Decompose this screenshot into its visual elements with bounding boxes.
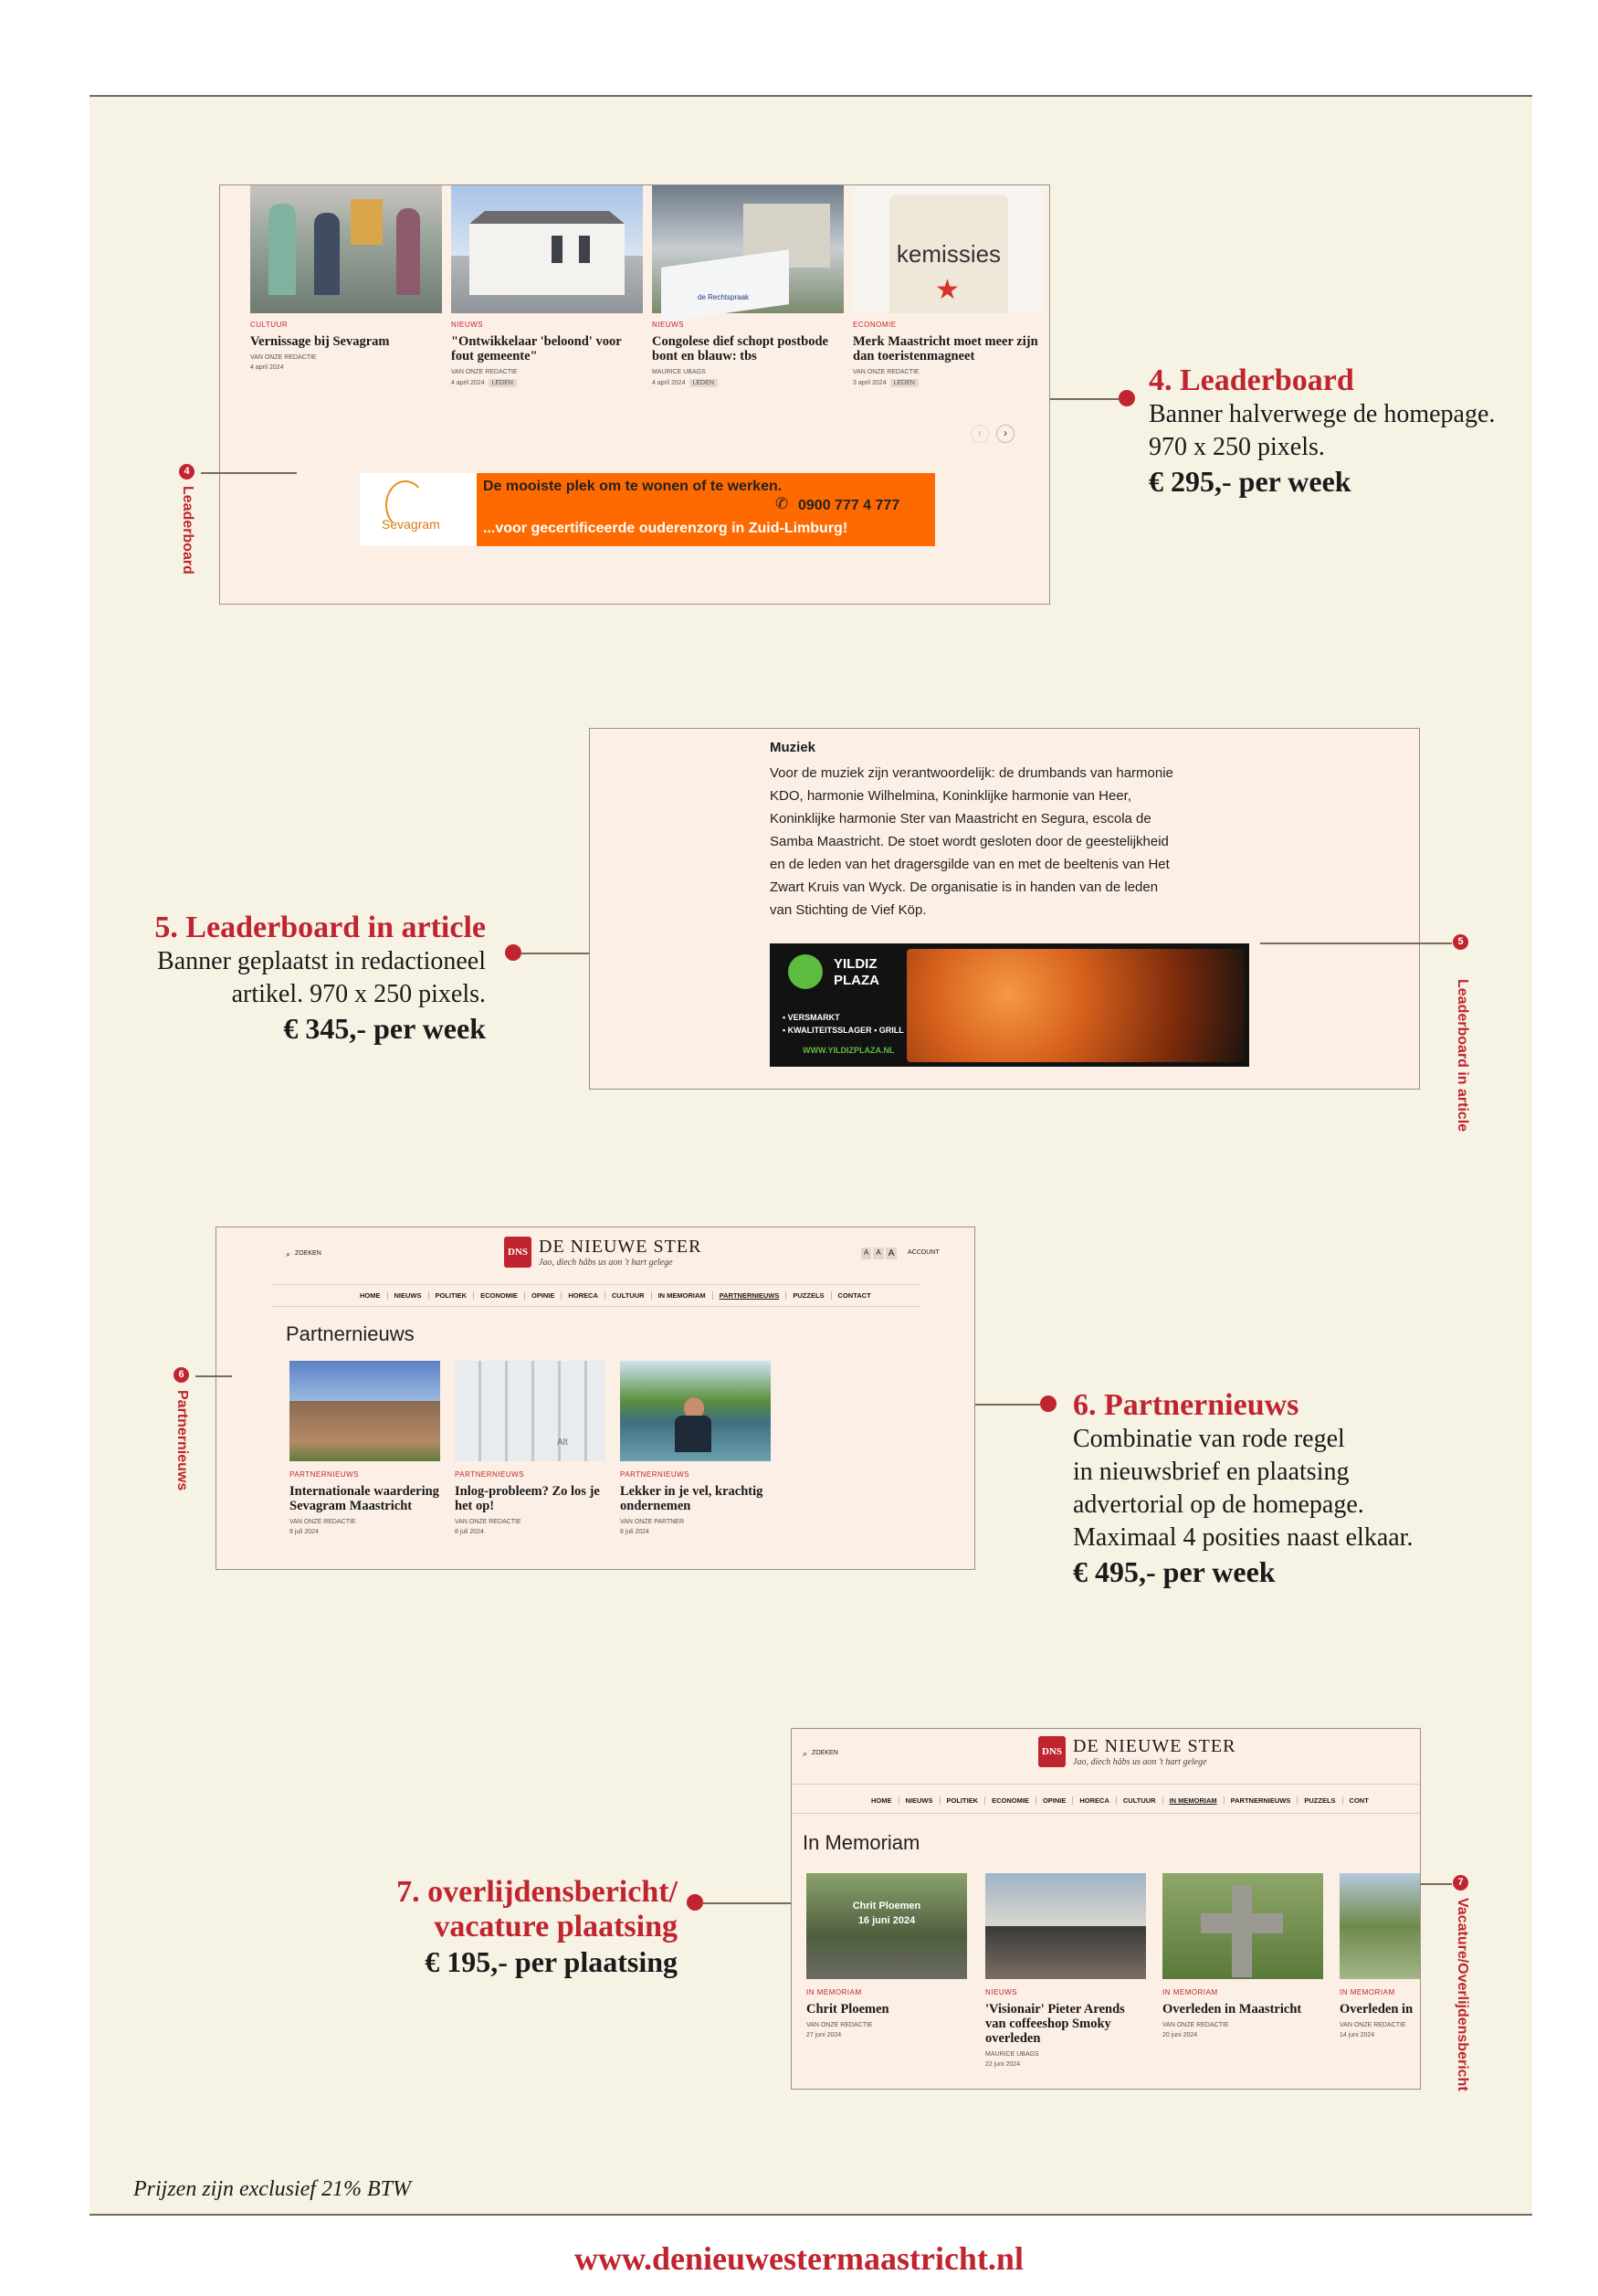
partner-description xyxy=(1073,1388,1511,1589)
card-title: Merk Maastricht moet meer zijn dan toeristenmagneet xyxy=(853,334,1038,363)
nav-item[interactable]: PUZZELS xyxy=(1298,1796,1342,1805)
memoriam-marker-badge: 7 xyxy=(1453,1875,1468,1891)
nav-item[interactable]: OPINIE xyxy=(525,1291,562,1300)
article-price: € 345,- per week xyxy=(283,1012,486,1045)
card-date: 8 juli 2024 xyxy=(455,1529,484,1535)
card-title: Lekker in je vel, krachtig ondernemen xyxy=(620,1484,763,1513)
article-dot xyxy=(505,944,521,961)
article-body: Voor de muziek zijn verantwoordelijk: de drumbands van harmonie KDO, harmonie Wilhelmina, Koninklijke harmonie van Heer, Koninklijke harmonie Ster van Maastricht en Segura, escola de Samba Maastricht. De stoet wordt gesloten door de geestelijkheid en de leden van het dragersgilde van en met de beeltenis van Het Zwart Kruis van Wyck. De organisatie is in handen van de leden van Stichting de Vief Köp. xyxy=(770,765,1173,918)
search-link[interactable]: ZOEKEN xyxy=(295,1250,321,1257)
banner-line-1: De mooiste plek om te wonen of te werken. xyxy=(483,479,783,494)
leaderboard-description xyxy=(1149,363,1532,499)
card-title: Inlog-probleem? Zo los je het op! xyxy=(455,1484,600,1513)
card-category: CULTUUR xyxy=(250,321,289,329)
nav-item[interactable]: HOME xyxy=(865,1796,899,1805)
leaderboard-marker-line xyxy=(201,472,297,474)
sevagram-banner[interactable] xyxy=(360,473,935,546)
article-title: 5. Leaderboard in article xyxy=(154,911,486,944)
website-url[interactable]: www.denieuwestermaastricht.nl xyxy=(574,2240,1024,2277)
card-category: PARTNERNIEUWS xyxy=(455,1470,524,1479)
photo-building xyxy=(451,185,643,313)
leaderboard-title: 4. Leaderboard xyxy=(1149,363,1354,397)
members-badge: LEDEN xyxy=(689,379,718,387)
article-card[interactable] xyxy=(652,311,839,387)
nav-item[interactable]: PARTNERNIEUWS xyxy=(1225,1796,1298,1805)
nav-item[interactable]: PARTNERNIEUWS xyxy=(713,1291,787,1300)
card-author: VAN ONZE REDACTIE xyxy=(1340,2022,1406,2028)
article-marker-line xyxy=(1260,943,1452,944)
banner-phone: 0900 777 4 777 xyxy=(798,498,900,513)
leaderboard-preview xyxy=(219,184,1050,605)
logo-sub: Jao, diech hâbs us aon 't hart gelege xyxy=(539,1258,673,1268)
card-author: VAN ONZE REDACTIE xyxy=(1162,2022,1229,2028)
memoriam-dot xyxy=(687,1894,703,1911)
article-card[interactable] xyxy=(451,311,638,387)
card-category: NIEUWS xyxy=(652,321,684,329)
card-category: ECONOMIE xyxy=(853,321,897,329)
card-category: IN MEMORIAM xyxy=(1162,1988,1218,1996)
card-date-row xyxy=(806,2032,967,2038)
card-date: 4 april 2024 xyxy=(451,380,485,386)
search-icon: ⌕ xyxy=(286,1249,291,1259)
card-author: VAN ONZE REDACTIE xyxy=(455,1519,521,1525)
card-category: NIEUWS xyxy=(985,1988,1017,1996)
photo-keyboard: Alt xyxy=(455,1361,605,1461)
nav-item[interactable]: NIEUWS xyxy=(388,1291,429,1300)
nav-divider xyxy=(271,1306,920,1307)
card-date-row xyxy=(451,379,638,387)
article-card[interactable] xyxy=(1340,1979,1421,2038)
card-date: 14 juni 2024 xyxy=(1340,2032,1375,2038)
nav-item[interactable]: POLITIEK xyxy=(429,1291,475,1300)
logo-sub: Jao, diech hâbs us aon 't hart gelege xyxy=(1073,1757,1207,1767)
article-card[interactable] xyxy=(455,1461,605,1535)
photo-sevagram-building xyxy=(289,1361,440,1461)
card-date: 27 juni 2024 xyxy=(806,2032,842,2038)
logo-mark: DNS xyxy=(1038,1736,1066,1767)
header-divider xyxy=(792,1784,1421,1785)
leaderboard-dot xyxy=(1119,390,1135,406)
article-desc-1: Banner geplaatst in redactioneel xyxy=(157,947,486,975)
partner-preview xyxy=(216,1227,975,1570)
card-author: MAURICE UBAGS xyxy=(985,2051,1039,2058)
card-title: Chrit Ploemen xyxy=(806,2002,889,2017)
nav-item[interactable]: POLITIEK xyxy=(941,1796,986,1805)
font-size-small-button[interactable]: A xyxy=(861,1248,871,1259)
card-category: NIEUWS xyxy=(451,321,483,329)
card-title: Internationale waardering Sevagram Maastricht xyxy=(289,1484,439,1513)
card-date-row xyxy=(289,1529,440,1535)
card-date: 22 juni 2024 xyxy=(985,2061,1021,2068)
leaderboard-desc-1: Banner halverwege de homepage. xyxy=(1149,400,1496,428)
nav-item[interactable]: HORECA xyxy=(1073,1796,1117,1805)
article-description xyxy=(91,911,486,1046)
header-divider xyxy=(271,1284,920,1285)
nav-item[interactable]: ECONOMIE xyxy=(474,1291,525,1300)
font-size-large-button[interactable]: A xyxy=(886,1248,898,1259)
yildiz-logo-icon xyxy=(788,954,823,989)
memoriam-preview xyxy=(791,1728,1421,2090)
card-date-row xyxy=(985,2061,1146,2068)
photo-rechtspraak xyxy=(652,185,844,313)
partner-desc-3: advertorial op de homepage. xyxy=(1073,1490,1364,1519)
account-link[interactable]: ACCOUNT xyxy=(908,1249,940,1256)
card-date-row xyxy=(455,1529,605,1535)
rechtspraak-sign-text: de Rechtspraak xyxy=(698,293,750,301)
card-date: 9 juli 2024 xyxy=(289,1529,319,1535)
card-date: 20 juni 2024 xyxy=(1162,2032,1198,2038)
partner-title: 6. Partnernieuws xyxy=(1073,1388,1299,1422)
card-date: 3 april 2024 xyxy=(853,380,887,386)
article-card[interactable] xyxy=(1162,1979,1323,2038)
card-date-row xyxy=(1340,2032,1421,2038)
members-badge: LEDEN xyxy=(890,379,919,387)
leaderboard-marker-badge: 4 xyxy=(179,464,194,479)
section-title: In Memoriam xyxy=(803,1831,920,1854)
card-author: MAURICE UBAGS xyxy=(652,369,706,375)
leaderboard-side-label: Leaderboard xyxy=(180,486,195,574)
card-title: Overleden in xyxy=(1340,2002,1414,2017)
article-card[interactable] xyxy=(620,1461,771,1535)
article-card[interactable] xyxy=(853,311,1040,387)
memoriam-side-label: Vacature/Overlijdensbericht xyxy=(1455,1898,1470,2091)
card-category: PARTNERNIEUWS xyxy=(620,1470,689,1479)
partner-price: € 495,- per week xyxy=(1073,1555,1276,1588)
font-size-controls xyxy=(861,1248,897,1259)
card-date-row xyxy=(853,379,1040,387)
partner-dot xyxy=(1040,1396,1057,1412)
card-date-row xyxy=(652,379,839,387)
card-date-row xyxy=(620,1529,771,1535)
leaderboard-desc-2: 970 x 250 pixels. xyxy=(1149,433,1325,461)
nav-item[interactable]: HORECA xyxy=(562,1291,605,1300)
photo-swimmer xyxy=(620,1361,771,1461)
nav-divider xyxy=(792,1813,1421,1814)
main-nav xyxy=(353,1291,878,1300)
banner-line-3: ...voor gecertificeerde ouderenzorg in Zuid-Limburg! xyxy=(483,521,848,536)
partner-marker-line xyxy=(195,1375,232,1377)
article-heading: Muziek xyxy=(770,740,816,755)
nav-item[interactable]: PUZZELS xyxy=(786,1291,831,1300)
card-category: IN MEMORIAM xyxy=(1340,1988,1395,1996)
article-card[interactable] xyxy=(250,311,437,371)
partner-desc-4: Maximaal 4 posities naast elkaar. xyxy=(1073,1523,1414,1552)
vat-note: Prijzen zijn exclusief 21% BTW xyxy=(133,2177,411,2201)
leaderboard-connector xyxy=(1050,398,1119,400)
site-logo[interactable] xyxy=(504,1237,701,1268)
font-size-medium-button[interactable]: A xyxy=(873,1248,883,1259)
grill-photo xyxy=(907,949,1245,1062)
section-title: Partnernieuws xyxy=(286,1322,415,1345)
search-icon: ⌕ xyxy=(803,1749,808,1758)
card-author: VAN ONZE REDACTIE xyxy=(289,1519,356,1525)
card-title: "Ontwikkelaar 'beloond' voor fout gemeente" xyxy=(451,334,622,363)
top-rule xyxy=(89,95,1532,97)
card-author: VAN ONZE REDACTIE xyxy=(250,354,317,361)
partner-side-label: Partnernieuws xyxy=(174,1390,190,1491)
card-date-row xyxy=(1162,2032,1323,2038)
main-nav xyxy=(865,1796,1375,1805)
photo-cemetery-cross xyxy=(1162,1873,1323,1979)
article-marker-badge: 5 xyxy=(1453,934,1468,950)
card-date: 4 april 2024 xyxy=(652,380,686,386)
article-side-label: Leaderboard in article xyxy=(1455,979,1470,1132)
partner-desc-2: in nieuwsbrief en plaatsing xyxy=(1073,1458,1350,1486)
partner-connector xyxy=(975,1404,1040,1406)
nav-item[interactable]: HOME xyxy=(353,1291,388,1300)
card-author: VAN ONZE REDACTIE xyxy=(806,2022,873,2028)
card-title: Congolese dief schopt postbode bont en blauw: tbs xyxy=(652,334,828,363)
card-author: VAN ONZE PARTNER xyxy=(620,1519,685,1525)
article-card[interactable] xyxy=(289,1461,440,1535)
nav-item[interactable]: CULTUUR xyxy=(1117,1796,1163,1805)
nav-item[interactable]: NIEUWS xyxy=(899,1796,941,1805)
memoriam-title-2: vacature plaatsing xyxy=(434,1910,678,1943)
memoriam-description xyxy=(274,1875,678,1979)
nav-item[interactable]: OPINIE xyxy=(1036,1796,1073,1805)
leaderboard-price: € 295,- per week xyxy=(1149,465,1351,498)
phone-icon: ✆ xyxy=(775,495,789,512)
carousel-next-button[interactable]: › xyxy=(996,425,1015,443)
card-title: Vernissage bij Sevagram xyxy=(250,334,390,349)
card-title: Overleden in Maastricht xyxy=(1162,2002,1302,2017)
nav-item[interactable]: IN MEMORIAM xyxy=(652,1291,713,1300)
star-icon: ★ xyxy=(935,275,960,305)
card-date: 8 juli 2024 xyxy=(620,1529,649,1535)
memoriam-title-1: 7. overlijdensbericht/ xyxy=(396,1875,678,1909)
nav-item[interactable]: CULTUUR xyxy=(605,1291,652,1300)
card-author: VAN ONZE REDACTIE xyxy=(853,369,920,375)
article-card[interactable] xyxy=(806,1979,967,2038)
search-link[interactable]: ZOEKEN xyxy=(812,1750,838,1756)
nav-item[interactable]: CONT xyxy=(1349,1796,1369,1805)
logo-mark: DNS xyxy=(504,1237,531,1268)
card-category: PARTNERNIEUWS xyxy=(289,1470,359,1479)
nav-item[interactable]: CONTACT xyxy=(837,1291,871,1300)
photo-tote-bag xyxy=(853,185,1045,313)
article-card[interactable] xyxy=(985,1979,1146,2068)
logo-name: DE NIEUWE STER xyxy=(1073,1736,1236,1756)
photo-cemetery xyxy=(1340,1873,1421,1979)
nav-item[interactable]: ECONOMIE xyxy=(985,1796,1036,1805)
card-author: VAN ONZE REDACTIE xyxy=(451,369,518,375)
bottom-rule xyxy=(89,2214,1532,2216)
partner-marker-badge: 6 xyxy=(173,1367,189,1383)
photo-coffeeshop xyxy=(985,1873,1146,1979)
partner-desc-1: Combinatie van rode regel xyxy=(1073,1425,1345,1453)
card-title: 'Visionair' Pieter Arends van coffeeshop Smoky overleden xyxy=(985,2002,1125,2046)
sevagram-logo: Sevagram xyxy=(360,473,477,546)
site-logo[interactable] xyxy=(1038,1736,1235,1767)
memoriam-marker-line xyxy=(1421,1883,1452,1885)
carousel-prev-button[interactable]: ‹ xyxy=(971,425,989,443)
memoriam-connector xyxy=(703,1902,791,1904)
yildiz-banner[interactable]: YILDIZ PLAZA • VERSMARKT • KWALITEITSSLAGER • GRILL WWW.YILDIZPLAZA.NL xyxy=(770,943,1249,1067)
photo-vernissage xyxy=(250,185,442,313)
card-date: 4 april 2024 xyxy=(250,364,284,371)
article-desc-2: artikel. 970 x 250 pixels. xyxy=(231,980,486,1008)
nav-item[interactable]: IN MEMORIAM xyxy=(1163,1796,1225,1805)
card-category: IN MEMORIAM xyxy=(806,1988,862,1996)
photo-grave-stone: Chrit Ploemen 16 juni 2024 xyxy=(806,1873,967,1979)
article-connector xyxy=(521,953,589,954)
members-badge: LEDEN xyxy=(489,379,517,387)
logo-name: DE NIEUWE STER xyxy=(539,1237,702,1257)
tote-bag-text: kemissies xyxy=(896,240,1002,268)
memoriam-price: € 195,- per plaatsing xyxy=(425,1945,678,1978)
card-date-row xyxy=(250,364,437,371)
article-preview xyxy=(589,728,1420,1090)
